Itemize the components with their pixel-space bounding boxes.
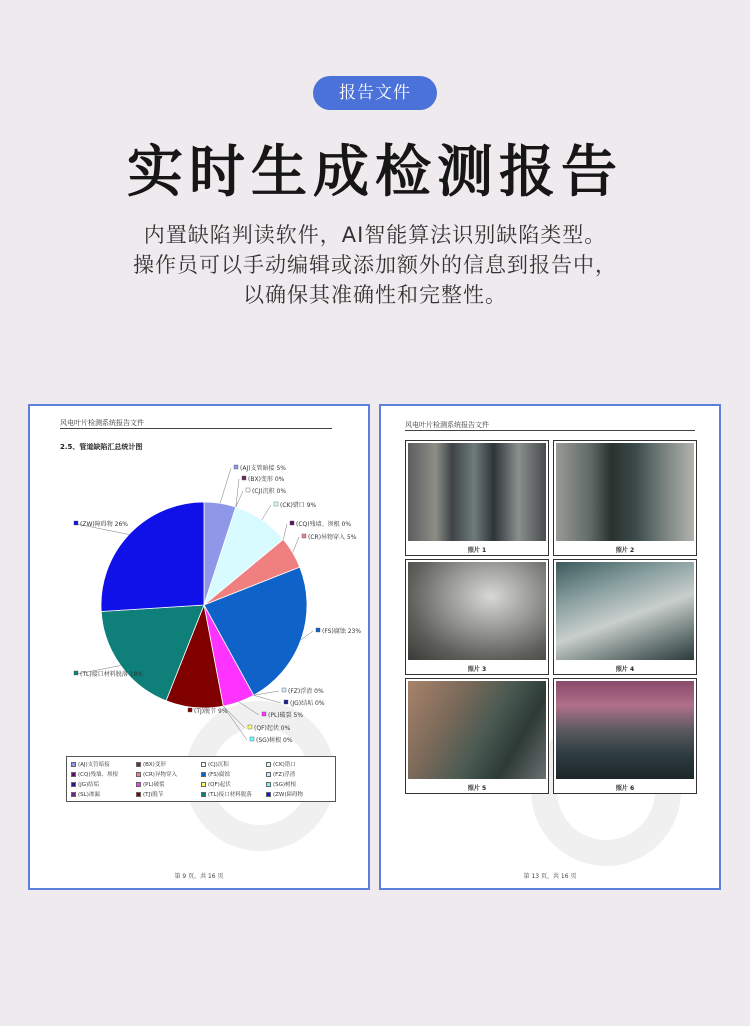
pie-label-marker (290, 521, 294, 525)
legend-label: (CK)错口 (273, 762, 296, 768)
legend-swatch (201, 762, 206, 767)
legend-swatch (201, 792, 206, 797)
photo-cell (553, 678, 697, 794)
legend-label: (ZW)障碍物 (273, 792, 303, 798)
pie-label-marker (316, 628, 320, 632)
legend-item (201, 790, 266, 798)
pie-label-marker (250, 737, 254, 741)
doc-header: 风电叶片检测系统报告文件 (405, 421, 489, 429)
doc-footer: 第 9 页，共 16 页 (174, 873, 224, 880)
pie-leader-line (262, 505, 271, 520)
legend-label: (TL)接口材料脱落 (208, 792, 252, 798)
legend-item (266, 760, 331, 768)
pipe-photo-6 (556, 681, 694, 779)
legend-label: (TJ)脱节 (143, 792, 164, 798)
photo-caption: 照片 5 (467, 785, 487, 792)
legend-item (201, 760, 266, 768)
pie-label-marker (74, 521, 78, 525)
legend-swatch (266, 782, 271, 787)
page-headline: 实时生成检测报告 (127, 140, 623, 205)
pie-slice-label: (CQ)残墙、坝根 0% (296, 521, 352, 528)
legend-label: (AJ)支管暗接 (78, 762, 110, 768)
description-line-3: 以确保其准确性和完整性。 (243, 283, 507, 307)
legend-label: (QF)起伏 (208, 782, 231, 788)
pie-leader-line (254, 695, 281, 703)
pie-leader-line (220, 468, 231, 503)
pie-label-marker (242, 476, 246, 480)
legend-swatch (136, 792, 141, 797)
pie-slice-label: (JG)结垢 0% (290, 700, 325, 707)
legend-swatch (136, 772, 141, 777)
photo-cell (405, 559, 549, 675)
pie-slice-label: (PL)破裂 5% (268, 712, 304, 719)
legend-item (136, 790, 201, 798)
pie-label-marker (248, 725, 252, 729)
pipe-photo-4 (556, 562, 694, 660)
photo-cell (553, 559, 697, 675)
pie-slice-label: (CK)错口 9% (280, 502, 317, 509)
legend-swatch (266, 762, 271, 767)
legend-item (71, 790, 136, 798)
description-line-2: 操作员可以手动编辑或添加额外的信息到报告中， (133, 253, 617, 277)
legend-swatch (71, 782, 76, 787)
legend-swatch (71, 762, 76, 767)
pie-leader-line (283, 524, 287, 539)
photo-cell (553, 440, 697, 556)
pie-slice-label: (QF)起伏 0% (254, 725, 291, 732)
page-description (0, 220, 750, 310)
photo-caption: 照片 2 (615, 547, 635, 554)
section-title: 2.5、管道缺陷汇总统计图 (60, 443, 143, 451)
pie-slice-label: (TJ)脱节 9% (194, 708, 228, 715)
pie-legend (66, 756, 336, 802)
report-page-photos (379, 404, 721, 890)
pie-label-marker (234, 465, 238, 469)
photo-cell (405, 440, 549, 556)
pie-label-marker (246, 488, 250, 492)
pipe-photo-2 (556, 443, 694, 541)
pie-label-marker (284, 700, 288, 704)
legend-item (201, 780, 266, 788)
pie-slice-label: (SG)树根 0% (256, 737, 293, 744)
pipe-photo-3 (408, 562, 546, 660)
report-page-defect-summary (28, 404, 370, 890)
pie-slice-label: (BX)变形 0% (248, 476, 285, 483)
legend-swatch (136, 762, 141, 767)
legend-item (201, 770, 266, 778)
pipe-photo-5 (408, 681, 546, 779)
pie-slice-label: (FS)腐蚀 23% (322, 628, 362, 635)
photo-caption: 照片 3 (467, 666, 487, 673)
report-badge: 报告文件 (313, 76, 437, 110)
photo-caption: 照片 1 (467, 547, 487, 554)
photo-caption: 照片 6 (615, 785, 635, 792)
doc-footer: 第 13 页，共 16 页 (523, 873, 577, 880)
legend-label: (SG)树根 (273, 782, 297, 788)
legend-item (266, 770, 331, 778)
legend-item (136, 780, 201, 788)
legend-label: (CQ)残墙、坝根 (78, 772, 118, 778)
legend-item (266, 780, 331, 788)
doc-header: 风电叶片检测系统报告文件 (60, 419, 144, 427)
pie-slice (101, 502, 204, 611)
legend-item (71, 780, 136, 788)
pie-label-marker (302, 534, 306, 538)
legend-label: (FS)腐蚀 (208, 772, 230, 778)
legend-item (71, 760, 136, 768)
pie-label-marker (282, 688, 286, 692)
legend-label: (SL)渗漏 (78, 792, 100, 798)
legend-item (136, 760, 201, 768)
photo-caption: 照片 4 (615, 666, 635, 673)
legend-label: (JG)结垢 (78, 782, 100, 788)
pie-leader-line (236, 479, 239, 507)
pie-leader-line (293, 537, 299, 553)
legend-item (266, 790, 331, 798)
pie-slice-label: (AJ)支管暗接 5% (240, 465, 286, 472)
pie-leader-line (239, 702, 259, 715)
legend-swatch (71, 772, 76, 777)
legend-swatch (71, 792, 76, 797)
legend-item (71, 770, 136, 778)
pie-label-marker (274, 502, 278, 506)
legend-swatch (201, 782, 206, 787)
legend-label: (CJ)沉积 (208, 762, 229, 768)
legend-item (136, 770, 201, 778)
legend-swatch (266, 792, 271, 797)
pie-label-marker (74, 671, 78, 675)
pie-slice-label: (ZW)障碍物 26% (80, 521, 128, 528)
legend-swatch (201, 772, 206, 777)
legend-swatch (136, 782, 141, 787)
legend-label: (PL)破裂 (143, 782, 165, 788)
legend-label: (CR)异物穿入 (143, 772, 177, 778)
pie-slice-label: (TL)接口材料脱落 18% (80, 671, 143, 678)
description-line-1: 内置缺陷判读软件，AI智能算法识别缺陷类型。 (143, 223, 607, 247)
pie-label-marker (262, 712, 266, 716)
pipe-photo-1 (408, 443, 546, 541)
pie-slice-label: (FZ)浮渣 0% (288, 688, 324, 695)
photo-cell (405, 678, 549, 794)
defect-pie-chart (30, 406, 370, 756)
pie-slice-label: (CR)异物穿入 5% (308, 534, 357, 541)
pie-label-marker (188, 708, 192, 712)
legend-label: (FZ)浮渣 (273, 772, 296, 778)
legend-swatch (266, 772, 271, 777)
legend-label: (BX)变形 (143, 762, 166, 768)
pie-slice-label: (CJ)沉积 0% (252, 488, 287, 495)
doc-header-rule (405, 430, 695, 431)
